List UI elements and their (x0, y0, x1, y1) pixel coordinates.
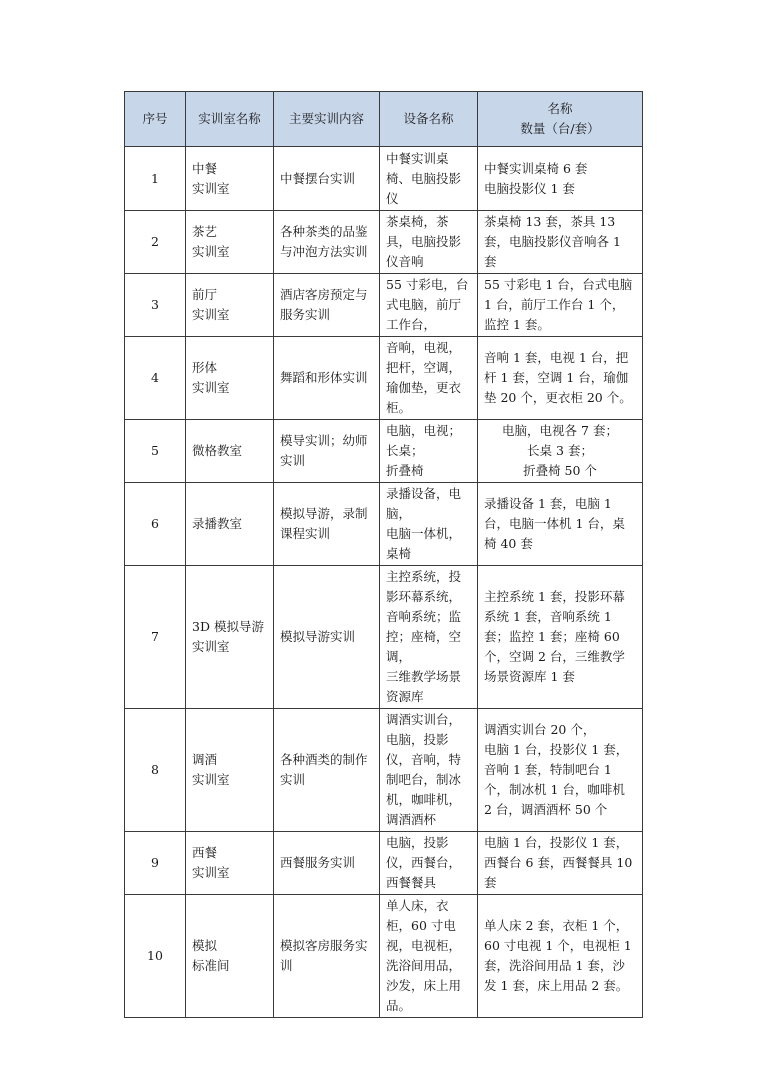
cell-content-line: 西餐服务实训 (280, 855, 356, 870)
cell-quantity (478, 709, 643, 832)
cell-seq: 3 (125, 274, 186, 337)
cell-equipment-line: 录播设备，电脑， (386, 486, 462, 521)
cell-room-name (186, 832, 274, 895)
cell-content (274, 709, 380, 832)
cell-room-name (186, 566, 274, 709)
cell-quantity-line: 电脑投影仪 1 套 (484, 180, 575, 196)
cell-quantity (478, 483, 643, 566)
cell-room-name (186, 709, 274, 832)
cell-room-name-line: 标准间 (192, 958, 230, 973)
cell-room-name (186, 211, 274, 274)
cell-quantity-line: 折叠椅 50 个 (523, 463, 597, 478)
cell-equipment (380, 483, 478, 566)
table-row (125, 147, 643, 211)
cell-quantity-line: 调酒实训台 20 个， (484, 722, 596, 737)
cell-equipment (380, 420, 478, 483)
cell-content-line: 模拟导游实训 (280, 629, 356, 644)
cell-room-name (186, 147, 274, 211)
cell-quantity-line: 长桌 3 套； (527, 443, 593, 458)
cell-content-line: 中餐摆台实训 (280, 170, 356, 186)
cell-seq: 8 (125, 709, 186, 832)
cell-seq: 7 (125, 566, 186, 709)
cell-room-name-line: 实训室 (192, 865, 230, 880)
cell-content (274, 420, 380, 483)
cell-content (274, 832, 380, 895)
cell-equipment-line: 调酒实训台，电脑，投影仪，音响，特制吧台，制冰机，咖啡机，调酒酒杯 (386, 712, 462, 827)
cell-quantity (478, 337, 643, 420)
cell-room-name-line: 微格教室 (192, 443, 243, 458)
header-equipment: 设备名称 (380, 92, 478, 147)
cell-room-name-line: 实训室 (192, 772, 230, 787)
table-row (125, 337, 643, 420)
cell-room-name (186, 337, 274, 420)
cell-equipment (380, 274, 478, 337)
training-room-table (124, 91, 643, 1018)
cell-quantity (478, 832, 643, 895)
cell-content-line: 各种酒类的制作实训 (280, 752, 368, 787)
table-row (125, 832, 643, 895)
table-row (125, 420, 643, 483)
cell-equipment (380, 211, 478, 274)
cell-equipment-line: 长桌； (386, 443, 424, 458)
cell-quantity-line: 音响 1 套，电视 1 台，把杆 1 套，空调 1 台，瑜伽垫 20 个，更衣柜 20 个。 (484, 350, 632, 405)
cell-equipment-line: 单人床，衣柜，60 寸电视，电视柜，洗浴间用品，沙发，床上用品。 (386, 898, 462, 1013)
cell-equipment-line: 55 寸彩电，台式电脑，前厅工作台， (386, 277, 469, 332)
cell-quantity-line: 电脑 1 台，投影仪 1 套，音响 1 套，特制吧台 1 个，制冰机 1 台，咖啡机 2 台，调酒酒杯 50 个 (484, 742, 629, 817)
header-quantity-line2: 数量（台/套） (520, 121, 600, 136)
cell-quantity-line: 电脑，电视各 7 套； (502, 423, 618, 438)
cell-equipment-line: 茶桌椅，茶具，电脑投影仪音响 (386, 214, 462, 269)
cell-seq: 5 (125, 420, 186, 483)
cell-room-name-line: 中餐 (192, 160, 218, 176)
cell-room-name (186, 483, 274, 566)
cell-content (274, 483, 380, 566)
cell-quantity-line: 中餐实训桌椅 6 套 (484, 160, 588, 176)
cell-seq: 10 (125, 895, 186, 1018)
cell-room-name (186, 274, 274, 337)
table-header-row (125, 92, 643, 147)
cell-room-name-line: 实训室 (192, 380, 230, 395)
cell-content (274, 895, 380, 1018)
cell-equipment (380, 566, 478, 709)
cell-equipment-line: 音响，电视，把杆，空调，瑜伽垫，更衣柜。 (386, 340, 462, 415)
cell-quantity-line: 录播设备 1 套，电脑 1 台，电脑一体机 1 台，桌椅 40 套 (484, 496, 625, 551)
header-seq: 序号 (125, 92, 186, 147)
cell-seq: 9 (125, 832, 186, 895)
cell-room-name-line: 实训室 (192, 244, 230, 259)
cell-quantity-line: 55 寸彩电 1 台，台式电脑 1 台，前厅工作台 1 个，监控 1 套。 (484, 277, 633, 332)
cell-equipment (380, 709, 478, 832)
cell-content-line: 模拟客房服务实训 (280, 938, 368, 973)
table-row (125, 895, 643, 1018)
table-body (125, 147, 643, 1018)
cell-equipment-line: 三维教学场景资源库 (386, 669, 462, 704)
cell-room-name-line: 录播教室 (192, 516, 243, 531)
header-room-name: 实训室名称 (186, 92, 274, 147)
cell-room-name (186, 895, 274, 1018)
table-row (125, 274, 643, 337)
table-row (125, 709, 643, 832)
cell-equipment-line: 电脑，电视； (386, 423, 462, 438)
cell-quantity-line: 茶桌椅 13 套，茶具 13 套，电脑投影仪音响各 1 套 (484, 214, 621, 269)
cell-equipment (380, 895, 478, 1018)
cell-quantity-line: 单人床 2 套，衣柜 1 个，60 寸电视 1 个，电视柜 1 套，洗浴间用品 1 套，沙发 1 套，床上用品 2 套。 (484, 918, 632, 993)
table-row (125, 566, 643, 709)
table-row (125, 483, 643, 566)
cell-quantity-line: 主控系统 1 套，投影环幕系统 1 套，音响系统 1 套；监控 1 套；座椅 60 个，空调 2 台，三维教学场景资源库 1 套 (484, 589, 625, 684)
cell-equipment-line: 中餐实训桌椅、电脑投影仪 (386, 150, 462, 206)
cell-equipment-line: 折叠椅 (386, 463, 424, 478)
cell-equipment-line: 主控系统，投影环幕系统，音响系统；监控；座椅，空调， (386, 569, 462, 664)
cell-content (274, 211, 380, 274)
cell-room-name-line: 模拟 (192, 938, 218, 953)
cell-room-name-line: 形体 (192, 360, 218, 375)
cell-quantity (478, 566, 643, 709)
header-content: 主要实训内容 (274, 92, 380, 147)
cell-seq: 2 (125, 211, 186, 274)
cell-quantity (478, 274, 643, 337)
cell-quantity (478, 147, 643, 211)
cell-quantity (478, 211, 643, 274)
cell-room-name-line: 前厅 (192, 287, 218, 302)
cell-equipment (380, 832, 478, 895)
cell-room-name-line: 3D 模拟导游实训室 (192, 619, 264, 654)
cell-room-name-line: 实训室 (192, 307, 230, 322)
cell-content (274, 147, 380, 211)
cell-content-line: 模导实训；幼师实训 (280, 433, 368, 468)
table-row (125, 211, 643, 274)
header-quantity-line1: 名称 (547, 101, 573, 116)
header-quantity (478, 92, 643, 147)
cell-content-line: 舞蹈和形体实训 (280, 370, 368, 385)
cell-content-line: 酒店客房预定与服务实训 (280, 287, 368, 322)
cell-content (274, 337, 380, 420)
cell-content (274, 566, 380, 709)
document-page (124, 91, 642, 1018)
cell-equipment-line: 电脑，投影仪，西餐台，西餐餐具 (386, 835, 462, 890)
cell-seq: 1 (125, 147, 186, 211)
cell-content-line: 模拟导游，录制课程实训 (280, 506, 368, 541)
cell-room-name (186, 420, 274, 483)
cell-room-name-line: 西餐 (192, 845, 218, 860)
cell-room-name-line: 实训室 (192, 180, 230, 196)
cell-quantity (478, 895, 643, 1018)
cell-content (274, 274, 380, 337)
cell-equipment (380, 147, 478, 211)
cell-quantity-line: 电脑 1 台，投影仪 1 套，西餐台 6 套，西餐餐具 10 套 (484, 835, 633, 890)
cell-room-name-line: 调酒 (192, 752, 218, 767)
cell-content-line: 各种茶类的品鉴与冲泡方法实训 (280, 224, 368, 259)
cell-room-name-line: 茶艺 (192, 224, 218, 239)
cell-equipment (380, 337, 478, 420)
cell-quantity (478, 420, 643, 483)
cell-seq: 6 (125, 483, 186, 566)
cell-equipment-line: 电脑一体机，桌椅 (386, 526, 462, 561)
cell-seq: 4 (125, 337, 186, 420)
